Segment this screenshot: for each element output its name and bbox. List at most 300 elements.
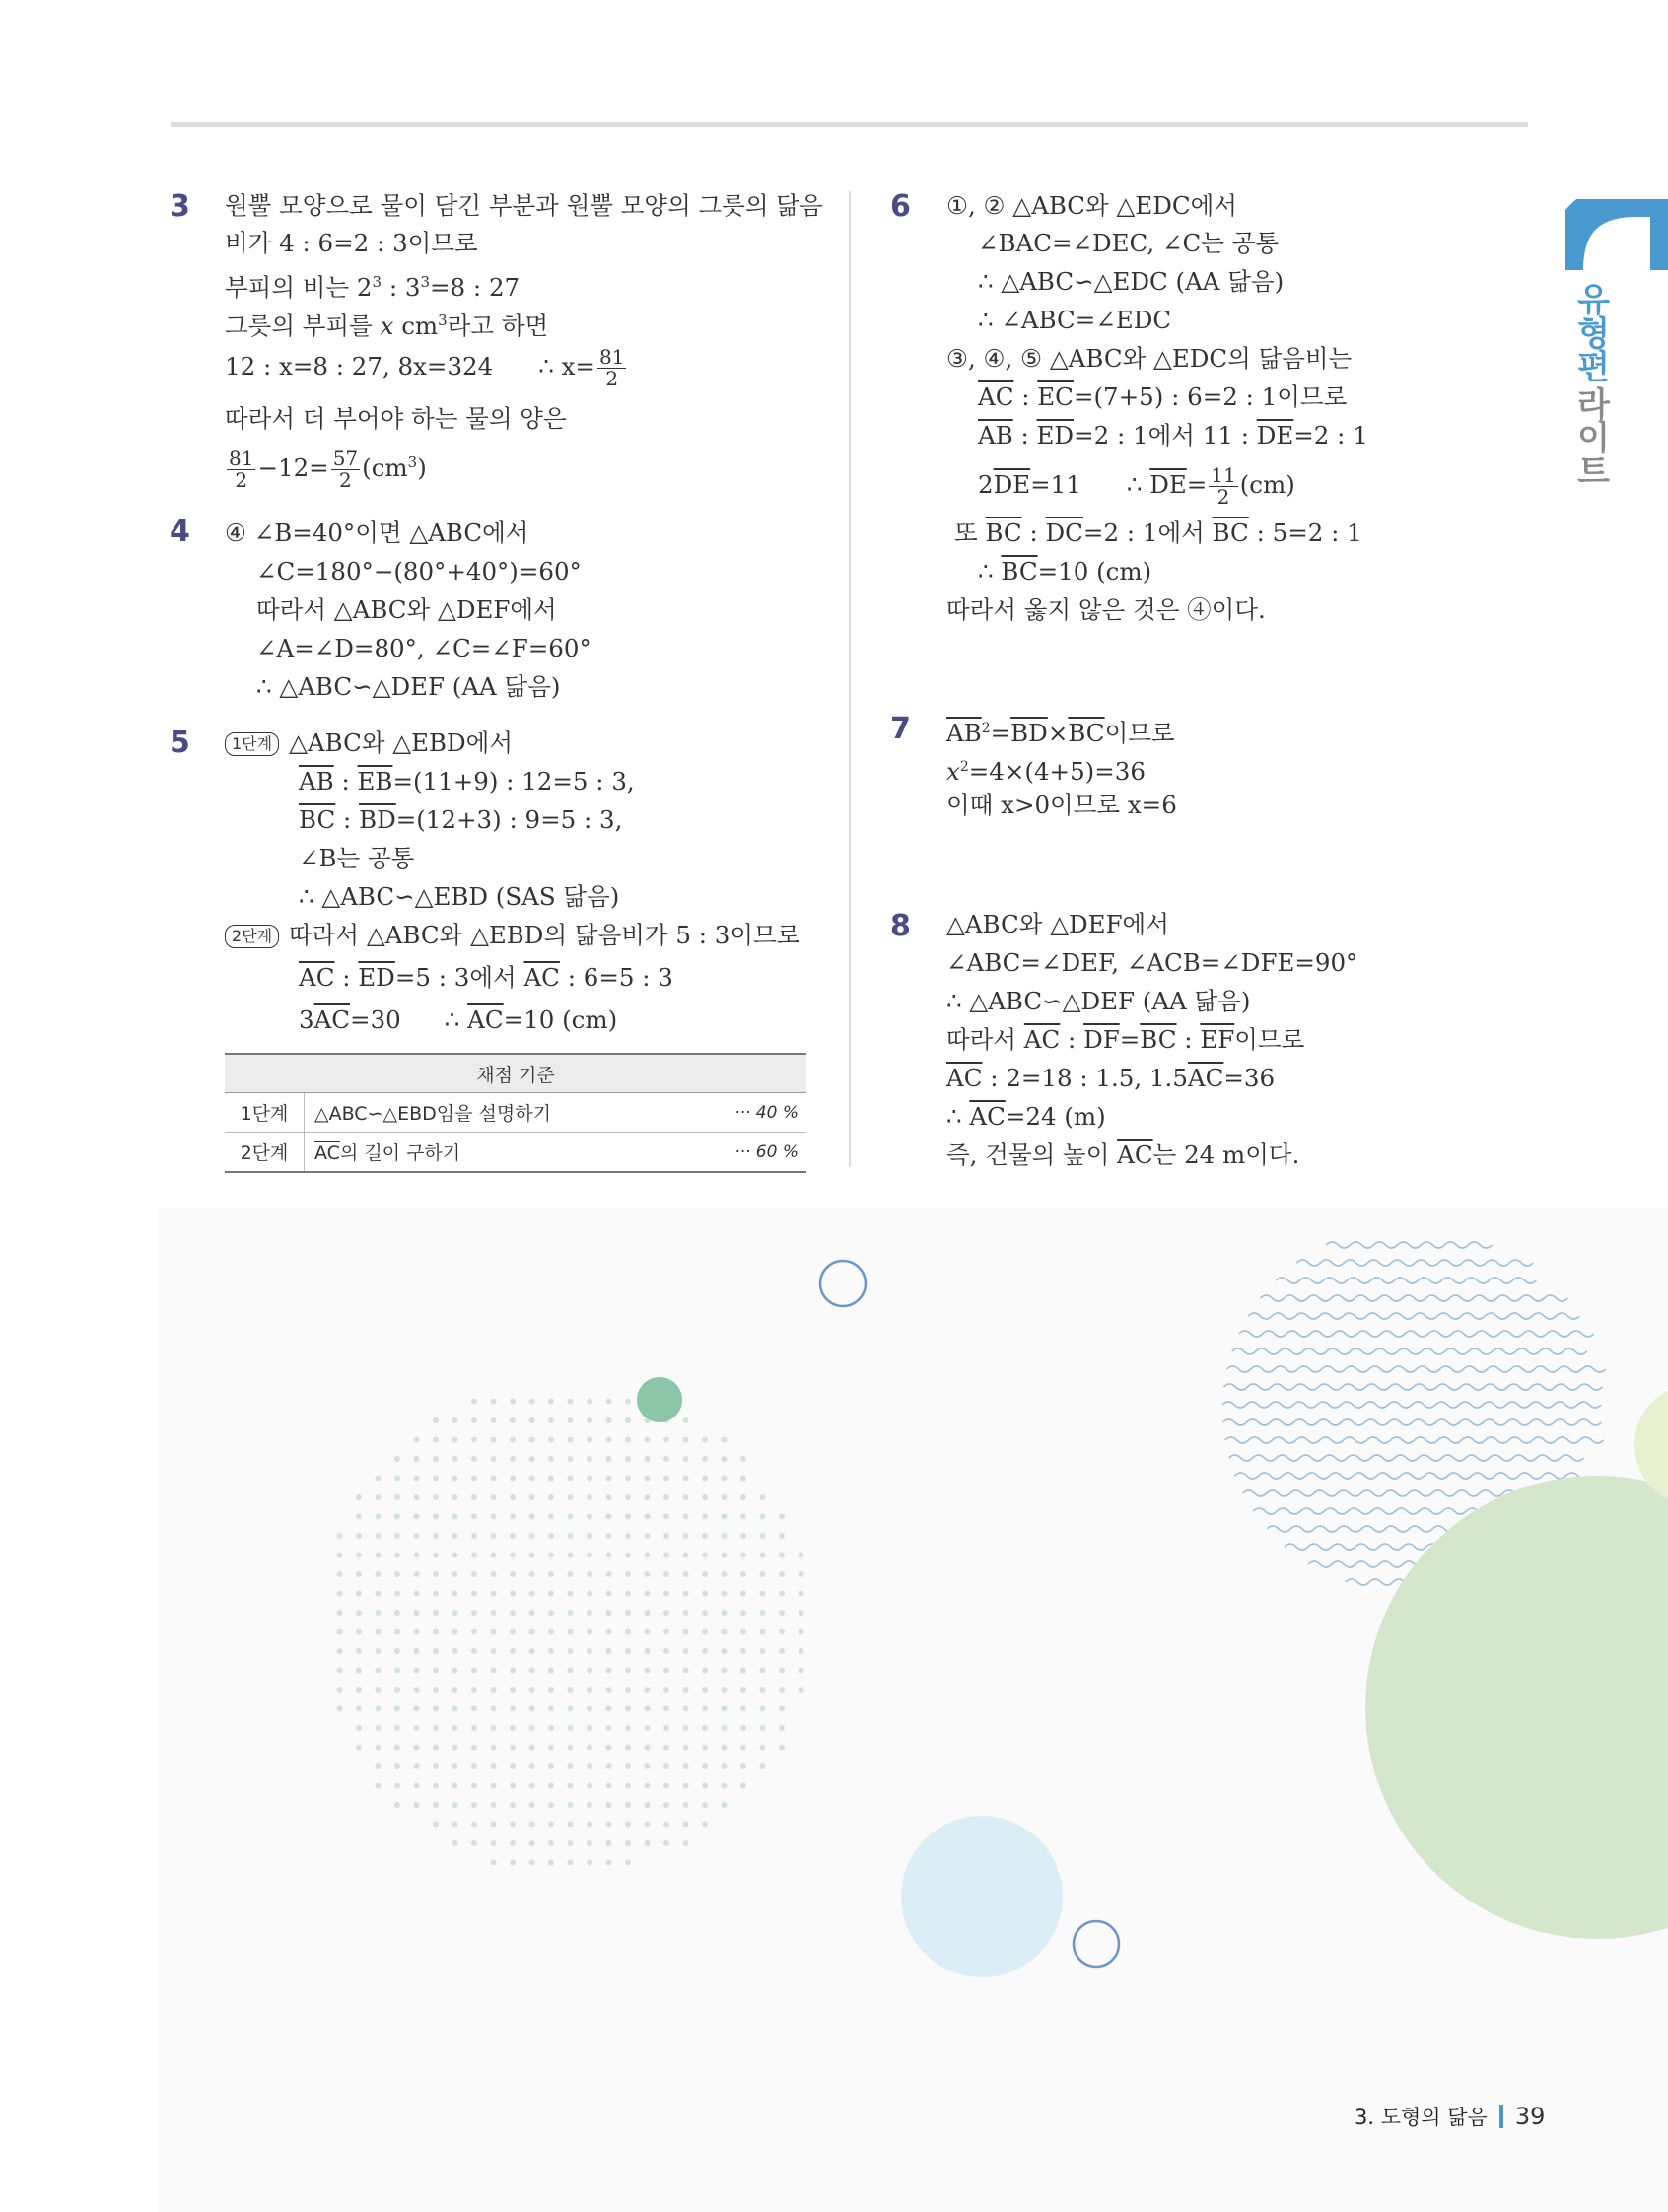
pattern-dot [376, 1553, 382, 1558]
pattern-dot [568, 1687, 574, 1693]
pattern-dot [337, 1533, 343, 1539]
table-row [225, 1093, 806, 1133]
p4-line2: ∠C=180°−(80°+40°)=60° [256, 557, 582, 586]
pattern-dot [568, 1763, 574, 1769]
pattern-dot [663, 1687, 669, 1693]
pattern-dot [645, 1533, 651, 1539]
pattern-dot [376, 1610, 382, 1616]
p4-line3: 따라서 △ABC와 △DEF에서 [256, 595, 557, 624]
pattern-dot [433, 1553, 439, 1558]
pattern-dot [606, 1745, 612, 1751]
p8-line5: $\overline{AC}$ : 2=18 : 1.5, $1.5\overline{AC}=36$ [946, 1064, 1276, 1092]
p5-line7: $\overline{AC}$ : $\overline{ED}=5$ : 3에서 $\overline{AC}$ : 6=5 : 3 [299, 963, 673, 992]
pattern-dot [529, 1668, 535, 1674]
pattern-dot [683, 1725, 689, 1731]
p3-line2: 비가 4 : 6=2 : 3이므로 [225, 229, 478, 257]
pattern-dot [606, 1476, 612, 1482]
pattern-dot [471, 1783, 477, 1789]
pattern-dot [356, 1745, 362, 1751]
pattern-dot [760, 1668, 766, 1674]
p7-line3: 이때 x>0이므로 x=6 [946, 791, 1177, 819]
problem-3-number: 3 [170, 189, 190, 224]
pattern-dot [452, 1533, 458, 1539]
pattern-dot [548, 1610, 554, 1616]
pattern-dot [529, 1783, 535, 1789]
pattern-dot [548, 1437, 554, 1443]
p3-line6: 따라서 더 부어야 하는 물의 양은 [225, 404, 567, 433]
pattern-dot [433, 1494, 439, 1500]
pattern-dot [510, 1840, 516, 1846]
pattern-dot [414, 1494, 420, 1500]
pattern-dot [529, 1629, 535, 1635]
pattern-dot [568, 1706, 574, 1712]
pattern-dot [452, 1822, 458, 1828]
pattern-dot [376, 1514, 382, 1520]
pattern-dot [529, 1514, 535, 1520]
pattern-dot [491, 1514, 497, 1520]
p6-line5: ③, ④, ⑤ △ABC와 △EDC의 닮음비는 [946, 344, 1353, 373]
pattern-dot [337, 1571, 343, 1577]
pattern-dot [779, 1514, 785, 1520]
pattern-dot [663, 1840, 669, 1846]
pattern-dot [548, 1745, 554, 1751]
pattern-dot [779, 1553, 785, 1558]
pattern-dot [587, 1591, 592, 1597]
pattern-dot [760, 1533, 766, 1539]
pattern-dot [722, 1668, 728, 1674]
pattern-dot [683, 1687, 689, 1693]
pattern-dot [337, 1610, 343, 1616]
p3-line5: 12 : x=8 : 27, 8x=324 ∴ x= $\frac{81}{2}$ [225, 345, 625, 390]
page-number: 39 [1514, 2103, 1546, 2130]
pattern-dot [529, 1840, 535, 1846]
pattern-dot [414, 1533, 420, 1539]
side-tab-part1: 유형편 [1570, 282, 1610, 382]
pattern-dot [568, 1533, 574, 1539]
pattern-dot [433, 1725, 439, 1731]
pattern-dot [452, 1629, 458, 1635]
grading-step: 2단계 [225, 1133, 305, 1173]
pattern-dot [645, 1610, 651, 1616]
pattern-dot [702, 1802, 708, 1808]
pattern-dot [625, 1687, 631, 1693]
pattern-dot [491, 1476, 497, 1482]
pattern-dot [433, 1687, 439, 1693]
pattern-dot [740, 1706, 746, 1712]
pattern-dot [510, 1533, 516, 1539]
pattern-dot [356, 1687, 362, 1693]
pattern-dot [548, 1514, 554, 1520]
p6-line2: ∠BAC=∠DEC, ∠C는 공통 [978, 229, 1280, 257]
p6-line4: ∴ ∠ABC=∠EDC [978, 306, 1172, 334]
pattern-dot [548, 1553, 554, 1558]
pattern-dot [414, 1571, 420, 1577]
pattern-dot [663, 1494, 669, 1500]
grading-pct: ··· 60 % [692, 1133, 806, 1173]
pattern-dot [645, 1456, 651, 1462]
pattern-dot [683, 1802, 689, 1808]
pattern-dot [394, 1648, 400, 1654]
pattern-dot [702, 1706, 708, 1712]
pattern-dot [625, 1668, 631, 1674]
pattern-dot [529, 1802, 535, 1808]
pattern-dot [529, 1494, 535, 1500]
p5-line2: $\overline{AB}$ : $\overline{EB}=(11+9)$ : 12=5 : 3, [299, 767, 635, 795]
header-rule [171, 122, 1528, 127]
pattern-dot [722, 1706, 728, 1712]
pattern-dot [548, 1591, 554, 1597]
pattern-dot [510, 1494, 516, 1500]
pattern-dot [510, 1629, 516, 1635]
pattern-dot [376, 1571, 382, 1577]
pattern-dot [645, 1783, 651, 1789]
pattern-dot [452, 1706, 458, 1712]
pattern-dot [625, 1706, 631, 1712]
pattern-dot [491, 1648, 497, 1654]
pattern-dot [683, 1840, 689, 1846]
pattern-dot [471, 1476, 477, 1482]
p5-line5: ∴ △ABC∽△EBD (SAS 닮음) [299, 882, 620, 911]
pattern-dot [510, 1417, 516, 1423]
pattern-dot [510, 1687, 516, 1693]
pattern-dot [491, 1725, 497, 1731]
pattern-dot [510, 1668, 516, 1674]
pattern-dot [799, 1571, 804, 1577]
column-divider [849, 191, 851, 1167]
pattern-dot [394, 1494, 400, 1500]
pattern-dot [702, 1725, 708, 1731]
pattern-dot [568, 1417, 574, 1423]
pattern-dot [722, 1725, 728, 1731]
pattern-dot [510, 1399, 516, 1405]
pattern-dot [376, 1591, 382, 1597]
pattern-dot [587, 1860, 592, 1866]
pattern-dot [510, 1591, 516, 1597]
pattern-dot [683, 1571, 689, 1577]
pattern-dot [452, 1745, 458, 1751]
pattern-dot [606, 1571, 612, 1577]
pattern-dot [548, 1571, 554, 1577]
pattern-dot [568, 1802, 574, 1808]
pattern-dot [683, 1763, 689, 1769]
pattern-dot [645, 1687, 651, 1693]
pattern-dot [663, 1629, 669, 1635]
p7-line1: $\overline{AB}^2=\overline{BD}\times\overline{BC}$이므로 [946, 719, 1175, 748]
pattern-dot [625, 1417, 631, 1423]
pattern-dot [471, 1456, 477, 1462]
pattern-dot [491, 1840, 497, 1846]
pattern-dot [702, 1476, 708, 1482]
pattern-dot [548, 1822, 554, 1828]
pattern-dot [587, 1668, 592, 1674]
pattern-dot [529, 1687, 535, 1693]
pattern-dot [510, 1725, 516, 1731]
pattern-dot [645, 1725, 651, 1731]
pattern-dot [606, 1668, 612, 1674]
pattern-dot [491, 1553, 497, 1558]
pattern-dot [356, 1553, 362, 1558]
pattern-dot [394, 1591, 400, 1597]
pattern-dot [452, 1437, 458, 1443]
pattern-dot [683, 1476, 689, 1482]
pattern-dot [722, 1745, 728, 1751]
pattern-dot [491, 1802, 497, 1808]
pattern-dot [702, 1763, 708, 1769]
pattern-dot [683, 1437, 689, 1443]
pattern-dot [394, 1783, 400, 1789]
pattern-dot [663, 1668, 669, 1674]
pattern-dot [760, 1553, 766, 1558]
pattern-dot [683, 1629, 689, 1635]
pattern-dot [414, 1591, 420, 1597]
pattern-dot [722, 1514, 728, 1520]
pattern-dot [548, 1417, 554, 1423]
pattern-dot [740, 1533, 746, 1539]
pattern-dot [587, 1399, 592, 1405]
pattern-dot [510, 1822, 516, 1828]
pattern-dot [779, 1629, 785, 1635]
pattern-dot [740, 1610, 746, 1616]
pattern-dot [568, 1860, 574, 1866]
pattern-dot [663, 1802, 669, 1808]
pattern-dot [529, 1476, 535, 1482]
pattern-dot [529, 1399, 535, 1405]
pattern-dot [394, 1629, 400, 1635]
pattern-dot [394, 1610, 400, 1616]
pattern-dot [645, 1706, 651, 1712]
pattern-dot [740, 1629, 746, 1635]
pattern-dot [376, 1783, 382, 1789]
pattern-dot [702, 1822, 708, 1828]
pattern-dot [337, 1629, 343, 1635]
pattern-dot [683, 1533, 689, 1539]
pattern-dot [760, 1706, 766, 1712]
pattern-dot [471, 1399, 477, 1405]
pattern-dot [471, 1437, 477, 1443]
pattern-dot [376, 1668, 382, 1674]
pattern-dot [683, 1648, 689, 1654]
pattern-dot [491, 1399, 497, 1405]
problem-4-number: 4 [170, 515, 190, 549]
pattern-dot [799, 1629, 804, 1635]
pattern-dot [568, 1840, 574, 1846]
pattern-dot [529, 1591, 535, 1597]
pattern-dot [587, 1610, 592, 1616]
pattern-dot [433, 1745, 439, 1751]
pattern-dot [529, 1860, 535, 1866]
pattern-dot [548, 1533, 554, 1539]
pattern-dot [645, 1822, 651, 1828]
pattern-dot [356, 1725, 362, 1731]
pattern-dot [683, 1706, 689, 1712]
pattern-dot [471, 1706, 477, 1712]
pattern-dot [452, 1494, 458, 1500]
pattern-dot [645, 1763, 651, 1769]
pattern-dot [491, 1533, 497, 1539]
pattern-dot [414, 1456, 420, 1462]
pattern-dot [414, 1802, 420, 1808]
pattern-dot [471, 1629, 477, 1635]
pattern-dot [376, 1494, 382, 1500]
pattern-dot [625, 1783, 631, 1789]
pattern-dot [587, 1745, 592, 1751]
pattern-dot [568, 1399, 574, 1405]
pattern-dot [568, 1456, 574, 1462]
pattern-dot [625, 1763, 631, 1769]
pattern-dot [683, 1514, 689, 1520]
pattern-dot [722, 1591, 728, 1597]
pattern-dot [606, 1706, 612, 1712]
pattern-dot [433, 1629, 439, 1635]
pattern-dot [356, 1629, 362, 1635]
pattern-dot [356, 1706, 362, 1712]
pattern-dot [433, 1706, 439, 1712]
pattern-dot [722, 1610, 728, 1616]
pattern-dot [452, 1476, 458, 1482]
pattern-dot [779, 1591, 785, 1597]
pattern-dot [722, 1687, 728, 1693]
pattern-dot [722, 1476, 728, 1482]
pattern-dot [356, 1571, 362, 1577]
p6-line11: 따라서 옳지 않은 것은 ④이다. [946, 595, 1266, 624]
pattern-dot [760, 1629, 766, 1635]
pattern-dot [529, 1533, 535, 1539]
p6-line7: $\overline{AB}$ : $\overline{ED}=2$ : 1에서 11 : $\overline{DE}=2$ : 1 [978, 421, 1368, 449]
pattern-dot [663, 1571, 669, 1577]
pattern-dot [510, 1571, 516, 1577]
pattern-dot [568, 1571, 574, 1577]
pattern-dot [722, 1802, 728, 1808]
pattern-dot [683, 1822, 689, 1828]
pattern-dot [376, 1763, 382, 1769]
pattern-dot [625, 1553, 631, 1558]
pattern-dot [491, 1745, 497, 1751]
pattern-dot [568, 1745, 574, 1751]
pattern-dot [510, 1783, 516, 1789]
pattern-dot [568, 1610, 574, 1616]
pattern-dot [683, 1610, 689, 1616]
pattern-dot [414, 1745, 420, 1751]
pattern-dot [606, 1494, 612, 1500]
pattern-dot [394, 1687, 400, 1693]
pattern-dot [779, 1648, 785, 1654]
pattern-dot [683, 1783, 689, 1789]
pattern-dot [722, 1553, 728, 1558]
pattern-dot [740, 1763, 746, 1769]
pattern-dot [702, 1648, 708, 1654]
pattern-dot [452, 1514, 458, 1520]
pattern-dot [433, 1514, 439, 1520]
pattern-dot [760, 1648, 766, 1654]
pattern-dot [625, 1533, 631, 1539]
p8-line7: 즉, 건물의 높이 $\overline{AC}$는 24 m이다. [946, 1141, 1300, 1169]
pattern-dot [683, 1417, 689, 1423]
pattern-dot [548, 1763, 554, 1769]
pattern-dot [587, 1822, 592, 1828]
p6-line6: $\overline{AC}$ : $\overline{EC}=(7+5)$ : 6=2 : 1이므로 [978, 382, 1348, 411]
pattern-dot [663, 1745, 669, 1751]
pattern-dot [779, 1745, 785, 1751]
pattern-dot [587, 1417, 592, 1423]
pattern-dot [740, 1648, 746, 1654]
p4-line4: ∠A=∠D=80°, ∠C=∠F=60° [256, 634, 591, 662]
pattern-dot [376, 1476, 382, 1482]
pattern-dot [356, 1668, 362, 1674]
p3-line4: 그릇의 부피를 x $cm^3$라고 하면 [225, 311, 549, 341]
pattern-dot [722, 1571, 728, 1577]
pattern-dot [625, 1822, 631, 1828]
pattern-dot [683, 1668, 689, 1674]
pattern-dot [471, 1514, 477, 1520]
pattern-dot [606, 1591, 612, 1597]
pattern-dot [471, 1648, 477, 1654]
pattern-dot [394, 1456, 400, 1462]
p3-line3: 부피의 비는 $2^3$ : $3^3=8$ : 27 [225, 273, 521, 303]
pattern-dot [606, 1648, 612, 1654]
pattern-dot [663, 1553, 669, 1558]
pattern-dot [645, 1553, 651, 1558]
pattern-dot [799, 1610, 804, 1616]
pattern-dot [414, 1437, 420, 1443]
pattern-dot [376, 1533, 382, 1539]
pattern-dot [722, 1437, 728, 1443]
pattern-dot [606, 1840, 612, 1846]
pattern-dot [779, 1706, 785, 1712]
pattern-dot [799, 1591, 804, 1597]
table-row [225, 1133, 806, 1173]
pattern-dot [548, 1802, 554, 1808]
pattern-dot [433, 1763, 439, 1769]
pattern-dot [529, 1822, 535, 1828]
pattern-dot [471, 1417, 477, 1423]
pattern-dot [471, 1571, 477, 1577]
pattern-dot [433, 1417, 439, 1423]
pattern-dot [587, 1648, 592, 1654]
p8-line6: ∴ $\overline{AC}=24$ (m) [946, 1102, 1106, 1131]
pattern-dot [394, 1763, 400, 1769]
pattern-dot [587, 1571, 592, 1577]
pattern-dot [645, 1802, 651, 1808]
pattern-dot [452, 1763, 458, 1769]
pattern-dot [645, 1514, 651, 1520]
pattern-dot [452, 1591, 458, 1597]
p5-line1: 1단계 △ABC와 △EBD에서 [225, 726, 513, 760]
pattern-dot [568, 1783, 574, 1789]
p8-line1: △ABC와 △DEF에서 [946, 910, 1169, 938]
pattern-dot [587, 1687, 592, 1693]
pattern-dot [510, 1763, 516, 1769]
pattern-dot [529, 1417, 535, 1423]
page-footer [1355, 2102, 1545, 2131]
pattern-dot [625, 1860, 631, 1866]
pattern-dot [510, 1514, 516, 1520]
pattern-dot [625, 1610, 631, 1616]
pattern-dot [722, 1648, 728, 1654]
pattern-dot [529, 1763, 535, 1769]
pattern-dot [587, 1437, 592, 1443]
pattern-dot [683, 1553, 689, 1558]
pattern-dot [356, 1591, 362, 1597]
pattern-dot [606, 1437, 612, 1443]
pattern-dot [433, 1437, 439, 1443]
pattern-dot [722, 1763, 728, 1769]
pattern-dot [548, 1840, 554, 1846]
pattern-dot [606, 1533, 612, 1539]
pattern-dot [491, 1571, 497, 1577]
pattern-dot [376, 1687, 382, 1693]
pattern-dot [568, 1648, 574, 1654]
problem-6-number: 6 [890, 189, 911, 224]
